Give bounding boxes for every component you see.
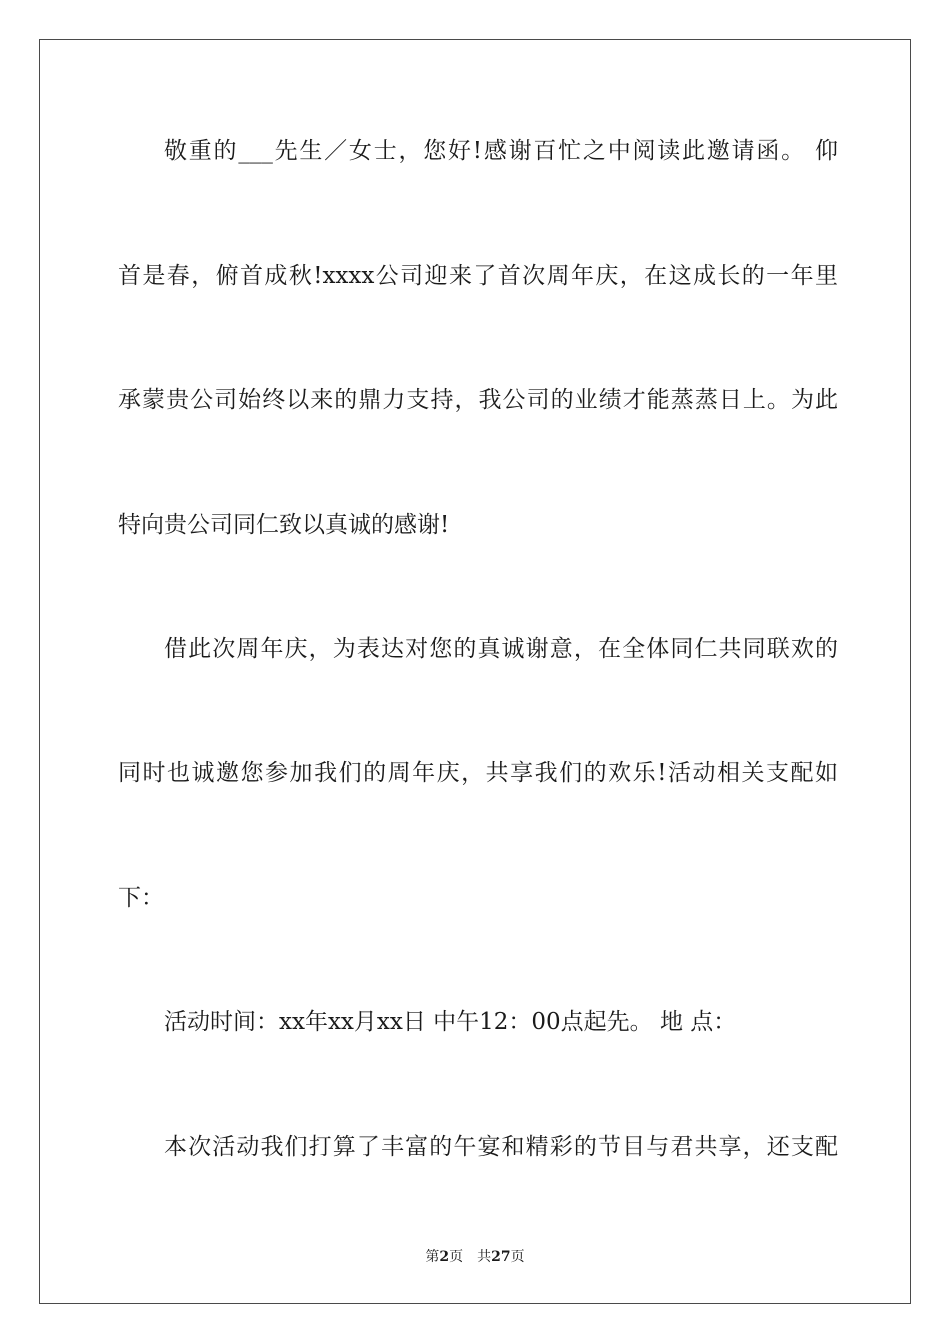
page-middle-text: 页 共: [449, 1249, 492, 1265]
paragraph-line-6: 同时也诚邀您参加我们的周年庆，共享我们的欢乐!活动相关支配如: [118, 760, 838, 786]
paragraph-line-5: 借此次周年庆，为表达对您的真诚谢意，在全体同仁共同联欢的: [164, 636, 838, 662]
paragraph-line-8: 活动时间：xx年xx月xx日 中午12：00点起先。 地 点：: [164, 1009, 737, 1035]
paragraph-line-2: 首是春，俯首成秋!xxxx公司迎来了首次周年庆，在这成长的一年里: [118, 263, 838, 289]
page-number-footer: [0, 1248, 950, 1266]
page-prefix: 第: [425, 1249, 440, 1265]
paragraph-line-1: 敬重的___先生／女士，您好!感谢百忙之中阅读此邀请函。 仰: [164, 138, 838, 164]
total-page-count: 27: [491, 1249, 511, 1265]
current-page-number: 2: [439, 1249, 450, 1265]
page-suffix: 页: [510, 1249, 525, 1265]
paragraph-line-7: 下：: [118, 885, 164, 911]
paragraph-line-3: 承蒙贵公司始终以来的鼎力支持，我公司的业绩才能蒸蒸日上。为此: [118, 387, 838, 413]
page-border: [39, 39, 911, 1304]
paragraph-line-4: 特向贵公司同仁致以真诚的感谢!: [118, 512, 450, 538]
paragraph-line-9: 本次活动我们打算了丰富的午宴和精彩的节目与君共享，还支配: [164, 1134, 838, 1160]
